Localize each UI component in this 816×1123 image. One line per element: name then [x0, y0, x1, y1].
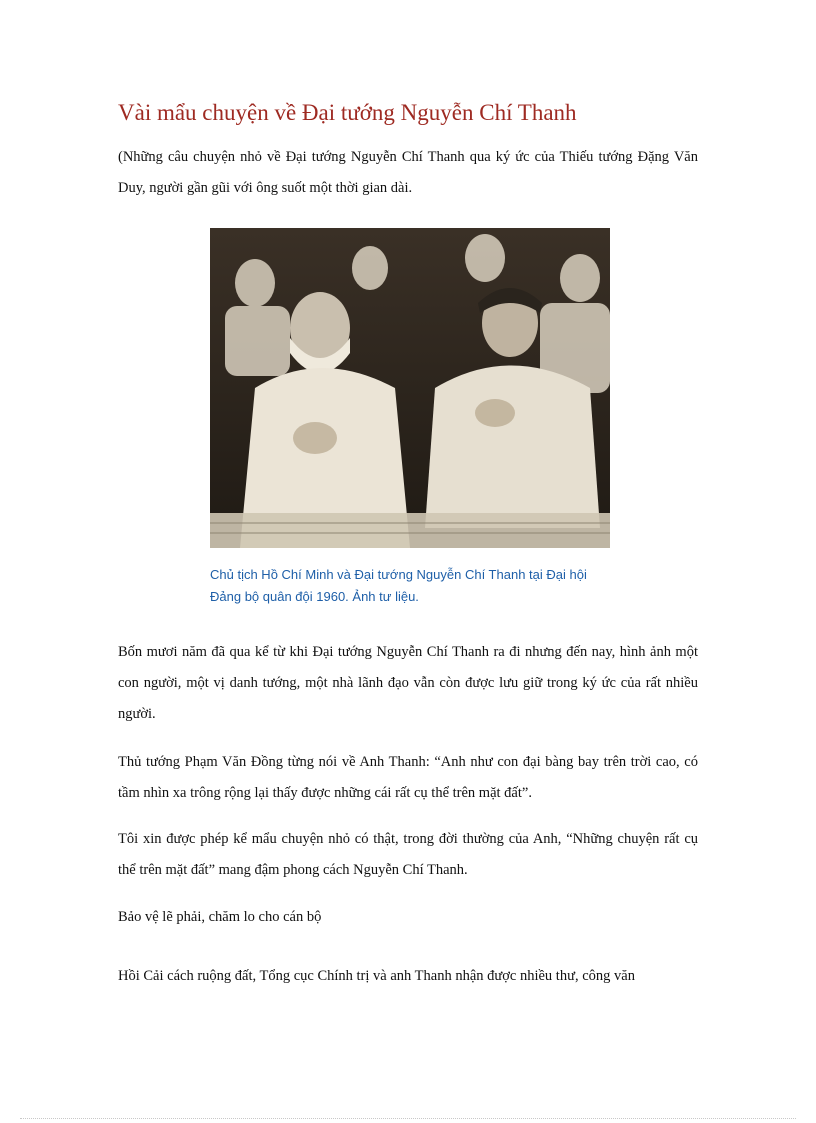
paragraph: Hồi Cải cách ruộng đất, Tổng cục Chính trị và anh Thanh nhận được nhiều thư, công văn: [118, 968, 635, 984]
paragraph: Bốn mươi năm đã qua kể từ khi Đại tướng Nguyễn Chí Thanh ra đi nhưng đến nay, hình ảnh một con người, một vị danh tướng, một nhà lãnh đạo vẫn còn được lưu giữ trong ký ức của rất nhiều người.: [118, 644, 698, 722]
photo-illustration: [210, 228, 610, 548]
page-bottom-rule: [20, 1118, 796, 1119]
paragraph: Tôi xin được phép kể mẩu chuyện nhỏ có thật, trong đời thường của Anh, “Những chuyện rất cụ thể trên mặt đất” mang đậm phong cách Nguyễn Chí Thanh.: [118, 831, 698, 878]
historical-photo: [210, 228, 610, 548]
article-intro: (Những câu chuyện nhỏ về Đại tướng Nguyễn Chí Thanh qua ký ức của Thiếu tướng Đặng Văn Duy, người gần gũi với ông suốt một thời gian dài.: [118, 149, 698, 196]
article-title: Vài mẩu chuyện về Đại tướng Nguyễn Chí Thanh: [118, 100, 577, 125]
paragraph: Thủ tướng Phạm Văn Đồng từng nói về Anh Thanh: “Anh như con đại bàng bay trên trời cao, có tầm nhìn xa trông rộng lại thấy được những cái rất cụ thể trên mặt đất”.: [118, 754, 698, 801]
section-heading: Bảo vệ lẽ phải, chăm lo cho cán bộ: [118, 909, 322, 925]
photo-caption: Chủ tịch Hồ Chí Minh và Đại tướng Nguyễn Chí Thanh tại Đại hội Đảng bộ quân đội 1960. Ảnh tư liệu.: [210, 567, 587, 604]
